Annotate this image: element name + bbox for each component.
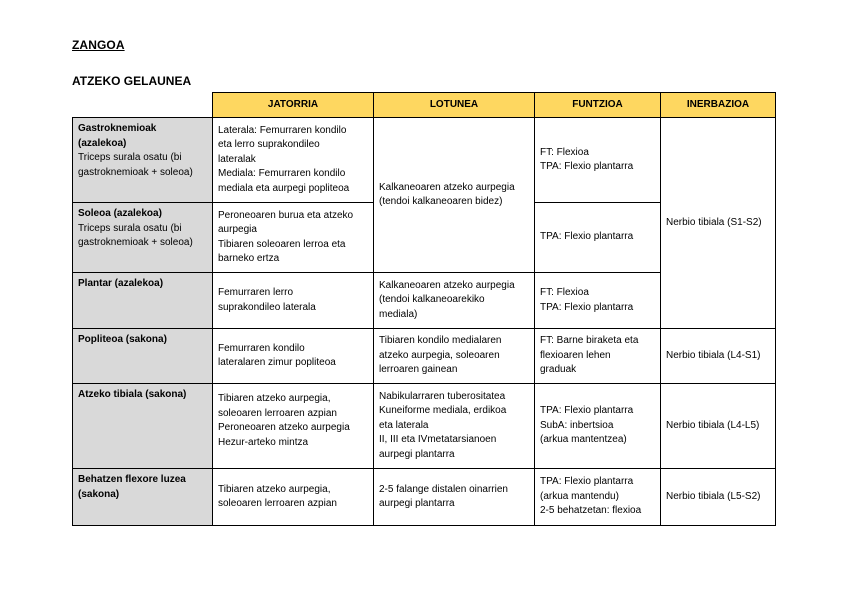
text-line: TPA: Flexio plantarra [540,405,634,417]
muscle-name: Atzeko tibiala (sakona) [78,389,187,400]
lotunea-cell [374,469,535,526]
text-line: 2-5 behatzetan: flexioa [540,505,642,517]
text-line: soleoaren lerroaren azpian [218,498,337,509]
text-line: (tendoi kalkaneoarekiko [379,294,485,306]
muscle-name: Gastroknemioak [78,123,157,134]
text-line: Kalkaneoaren atzeko aurpegia [379,279,515,291]
header-lotunea: LOTUNEA [374,93,535,118]
text-line: TPA: Flexio plantarra [540,301,634,313]
text-line: mediala) [379,308,418,320]
funtzioa-cell [535,273,661,329]
text-line: TPA: Flexio plantarra [540,161,634,172]
jatorria-cell [213,118,374,203]
text-line: Mediala: Femurraren kondilo [218,168,346,180]
text-line: Kuneiforme mediala, erdikoa [379,405,507,417]
text-line: aurpegi plantarra [379,498,455,509]
muscle-name-cell [73,273,213,329]
header-funtzioa: FUNTZIOA [535,93,661,118]
muscle-note: gastroknemioak + soleoa) [78,166,193,178]
text-line: Tibiaren kondilo medialaren [379,335,502,347]
text-line: aurpegi plantarra [379,448,455,460]
muscle-name: (azalekoa) [78,137,127,149]
text-line: FT: Barne biraketa eta [540,335,639,347]
inerbazioa-merged-cell: Nerbio tibiala (S1-S2) [661,118,776,329]
header-row [73,93,776,118]
text-line: Tibiaren soleoaren lerroa eta [218,238,346,250]
funtzioa-cell [535,118,661,203]
muscle-name: Plantar (azalekoa) [78,278,164,289]
jatorria-cell [213,329,374,384]
header-jatorria: JATORRIA [213,93,374,118]
table-row [73,329,776,384]
document-title: ZANGOA [72,38,125,52]
inerbazioa-cell: Nerbio tibiala (L4-S1) [661,329,776,384]
text-line: 2-5 falange distalen oinarrien [379,483,508,495]
text-line: flexioaren lehen [540,349,611,361]
lotunea-cell [374,273,535,329]
text-line: soleoaren lerroaren azpian [218,407,337,419]
text-line: graduak [540,364,577,376]
muscle-name-cell [73,384,213,469]
jatorria-cell [213,469,374,526]
funtzioa-cell [535,329,661,384]
muscle-note: Triceps surala osatu (bi [78,152,182,163]
jatorria-cell [213,203,374,273]
text-line: barneko ertza [218,253,280,264]
corner-cell [73,93,213,118]
text-line: lateralak [218,153,256,165]
funtzioa-cell [535,469,661,526]
text-line: Nabikularraren tuberositatea [379,390,506,402]
text-line: FT: Flexioa [540,146,589,158]
text-line: (arkua mantendu) [540,490,619,502]
text-line: II, III eta IVmetatarsianoen [379,434,497,446]
text-line: Femurraren lerro [218,287,294,298]
muscle-name-cell [73,203,213,273]
text-line: lerroaren gainean [379,364,458,376]
muscle-table [72,92,776,526]
text-line: SubA: inbertsioa [540,419,614,431]
text-line: eta laterala [379,419,429,431]
inerbazioa-cell: Nerbio tibiala (L4-L5) [661,384,776,469]
text-line: suprakondileo laterala [218,301,316,313]
funtzioa-cell [535,203,661,273]
funtzioa-cell [535,384,661,469]
text-line: Peroneoaren atzeko aurpegia [218,422,350,433]
text-line: Tibiaren atzeko aurpegia, [218,393,331,404]
text-line: aurpegia [218,224,257,235]
text-line: eta lerro suprakondileo [218,139,320,151]
text-line: Tibiaren atzeko aurpegia, [218,483,331,495]
muscle-name-cell [73,329,213,384]
text-line: Kalkaneoaren atzeko aurpegia [379,181,515,193]
inerbazioa-cell: Nerbio tibiala (L5-S2) [661,469,776,526]
text-line: lateralaren zimur popliteoa [218,357,336,368]
muscle-note: gastroknemioak + soleoa) [78,237,193,248]
muscle-name-cell [73,118,213,203]
text-line: TPA: Flexio plantarra [540,231,634,243]
muscle-name: Soleoa (azalekoa) [78,208,162,219]
text-line: FT: Flexioa [540,287,589,298]
muscle-name: Behatzen flexore luzea [78,474,186,485]
text-line: Peroneoaren burua eta atzeko [218,209,354,221]
header-inerbazioa: INERBAZIOA [661,93,776,118]
table-row [73,469,776,526]
muscle-name-cell [73,469,213,526]
text-line: (tendoi kalkaneoaren bidez) [379,196,503,207]
text-line: atzeko aurpegia, soleoaren [379,349,500,361]
jatorria-cell [213,384,374,469]
lotunea-cell [374,384,535,469]
table-row [73,118,776,203]
text-line: (arkua mantentzea) [540,434,627,446]
jatorria-cell [213,273,374,329]
section-title: ATZEKO GELAUNEA [72,74,192,88]
text-line: Hezur-arteko mintza [218,436,309,448]
text-line: mediala eta aurpegi popliteoa [218,182,350,194]
muscle-name: Popliteoa (sakona) [78,334,167,345]
muscle-note: Triceps surala osatu (bi [78,222,182,234]
lotunea-merged-cell [374,118,535,273]
text-line: Laterala: Femurraren kondilo [218,124,347,136]
text-line: Femurraren kondilo [218,342,305,354]
muscle-name: (sakona) [78,488,120,500]
lotunea-cell [374,329,535,384]
table-row [73,384,776,469]
text-line: TPA: Flexio plantarra [540,476,634,488]
